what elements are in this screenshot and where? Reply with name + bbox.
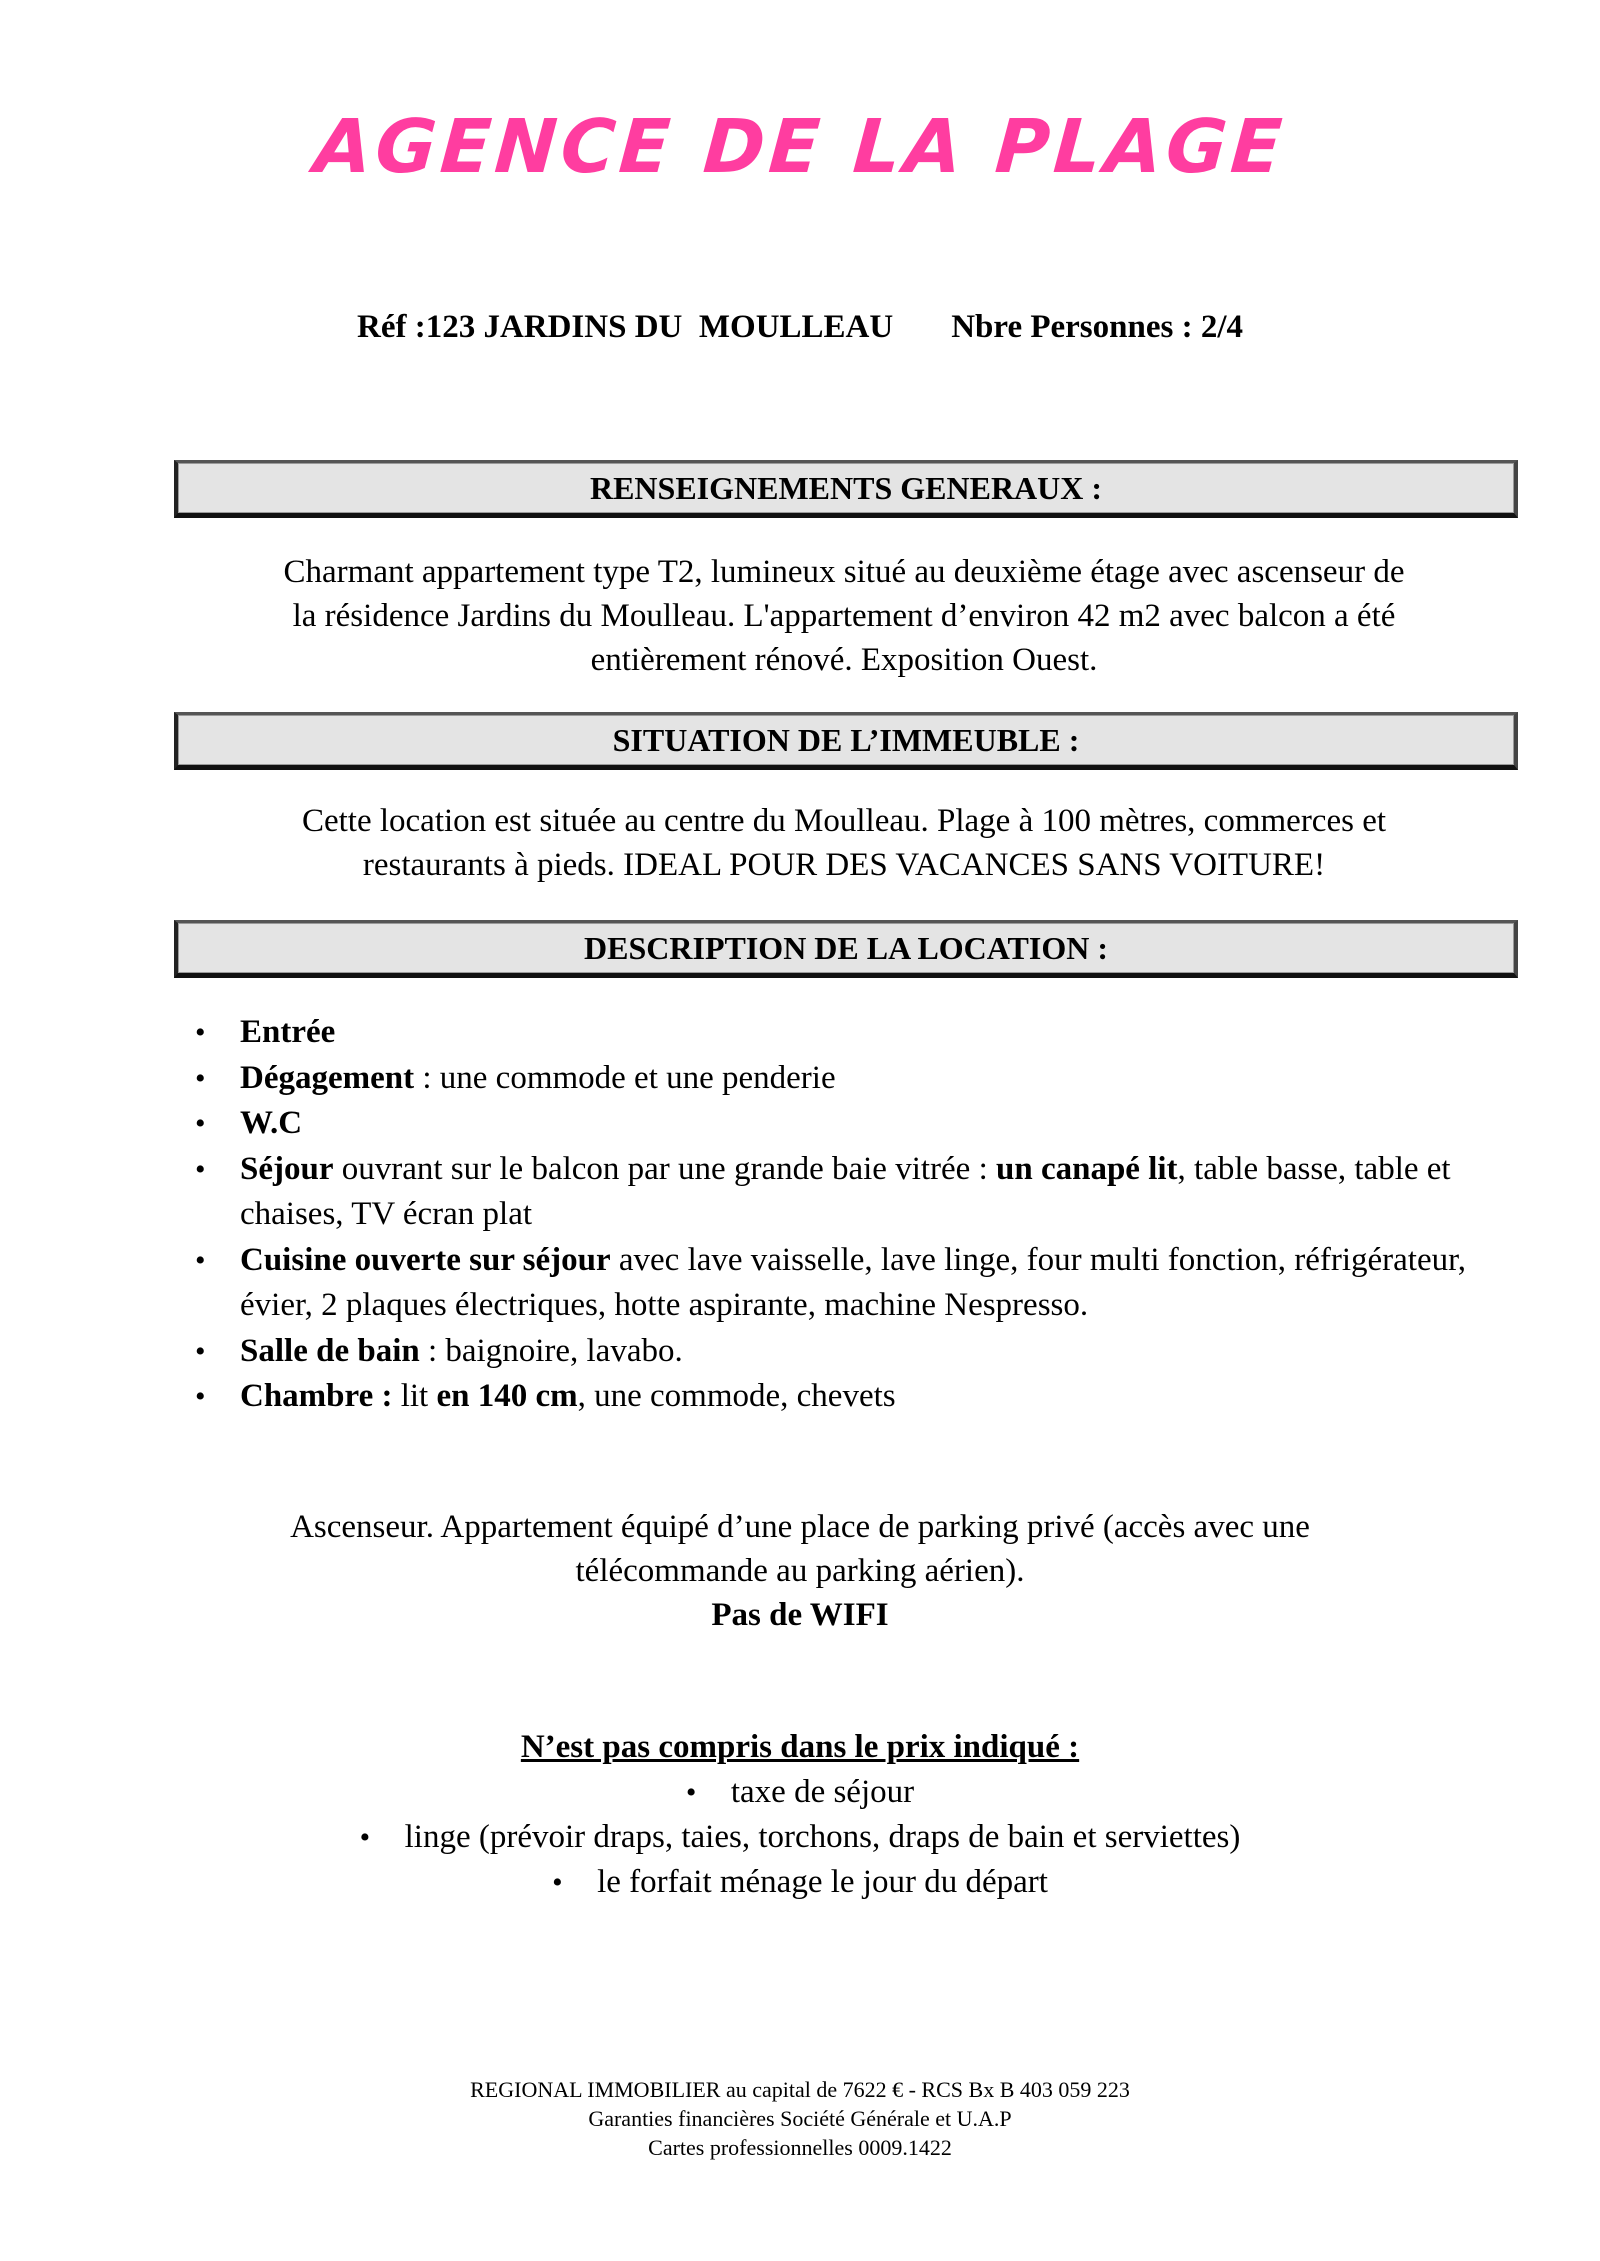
footer-company-line: REGIONAL IMMOBILIER au capital de 7622 € - RCS Bx B 403 059 223 xyxy=(470,2077,1130,2102)
amenities-block xyxy=(0,1505,1600,1637)
bullet-icon: • xyxy=(552,1866,563,1899)
wifi-notice: Pas de WIFI xyxy=(711,1597,889,1633)
exclusion-item: • taxe de séjour xyxy=(0,1770,1600,1815)
bullet-icon: • xyxy=(195,1107,206,1140)
bullet-icon: • xyxy=(195,1016,206,1049)
room-item-chambre: • Chambre : lit en 140 cm, une commode, chevets xyxy=(195,1374,1495,1420)
room-item-salle-de-bain: • Salle de bain : baignoire, lavabo. xyxy=(195,1329,1495,1375)
footer-guarantee-line: Garanties financières Société Générale et U.A.P xyxy=(588,2106,1012,2131)
general-info-line: la résidence Jardins du Moulleau. L'appartement d’environ 42 m2 avec balcon a été xyxy=(292,598,1396,634)
room-item-entree: • Entrée xyxy=(195,1010,1495,1056)
general-info-text xyxy=(174,550,1514,682)
rooms-list xyxy=(195,1010,1495,1420)
amenities-line: télécommande au parking aérien). xyxy=(575,1553,1025,1589)
building-location-line: restaurants à pieds. IDEAL POUR DES VACANCES SANS VOITURE! xyxy=(362,847,1326,883)
bullet-icon: • xyxy=(195,1061,206,1095)
agency-title: AGENCE DE LA PLAGE xyxy=(311,104,1289,190)
building-location-line: Cette location est située au centre du Moulleau. Plage à 100 mètres, commerces et xyxy=(301,803,1387,839)
room-item-degagement: • Dégagement : une commode et une penderie xyxy=(195,1056,1495,1102)
section-heading-building-location: SITUATION DE L’IMMEUBLE : xyxy=(174,712,1518,770)
bullet-icon: • xyxy=(195,1243,206,1277)
room-item-wc: • W.C xyxy=(195,1101,1495,1147)
amenities-line: Ascenseur. Appartement équipé d’une place de parking privé (accès avec une xyxy=(290,1509,1310,1545)
footer xyxy=(0,2075,1600,2162)
general-info-line: entièrement rénové. Exposition Ouest. xyxy=(590,642,1098,678)
exclusion-item: • le forfait ménage le jour du départ xyxy=(0,1860,1600,1905)
property-reference: Réf :123 JARDINS DU MOULLEAU xyxy=(356,309,894,345)
bullet-icon: • xyxy=(195,1380,206,1413)
section-heading-general-info: RENSEIGNEMENTS GENERAUX : xyxy=(174,460,1518,518)
bullet-icon: • xyxy=(685,1776,697,1809)
bullet-icon: • xyxy=(195,1334,206,1368)
reference-line xyxy=(0,305,1600,349)
exclusion-item: • linge (prévoir draps, taies, torchons, draps de bain et serviettes) xyxy=(0,1815,1600,1860)
room-item-cuisine: • Cuisine ouverte sur séjour avec lave vaisselle, lave linge, four multi fonction, réfrigérateur, évier, 2 plaques électriques, hotte aspirante, machine Nespresso. xyxy=(195,1238,1495,1329)
bullet-icon: • xyxy=(359,1821,371,1854)
capacity: Nbre Personnes : 2/4 xyxy=(951,309,1243,345)
section-heading-rental-description: DESCRIPTION DE LA LOCATION : xyxy=(174,920,1518,978)
exclusions-list xyxy=(0,1770,1600,1905)
general-info-line: Charmant appartement type T2, lumineux situé au deuxième étage avec ascenseur de xyxy=(283,554,1405,590)
bullet-icon: • xyxy=(195,1152,206,1186)
room-item-sejour: • Séjour ouvrant sur le balcon par une grande baie vitrée : un canapé lit, table basse, table et chaises, TV écran plat xyxy=(195,1147,1495,1238)
building-location-text xyxy=(174,799,1514,887)
footer-license-line: Cartes professionnelles 0009.1422 xyxy=(648,2135,952,2160)
exclusions-title: N’est pas compris dans le prix indiqué : xyxy=(520,1729,1080,1765)
